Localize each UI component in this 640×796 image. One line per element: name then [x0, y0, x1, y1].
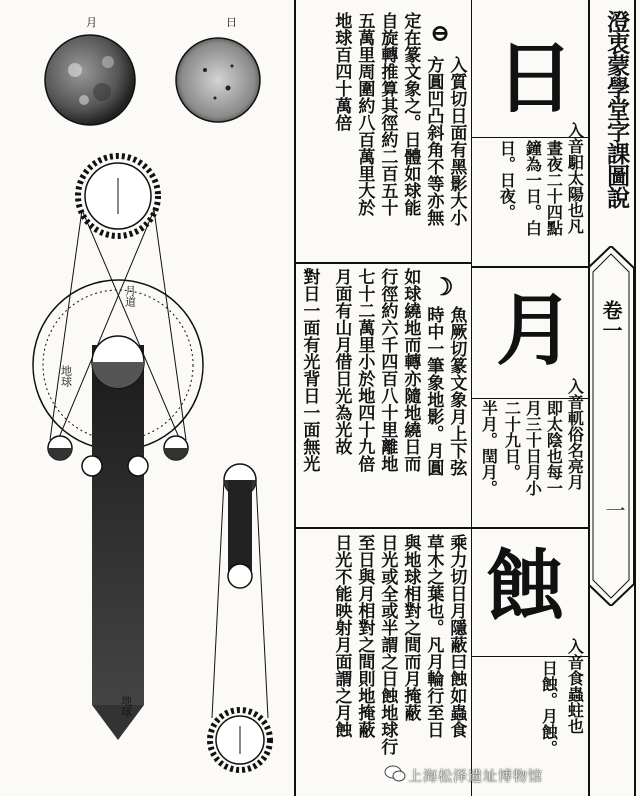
astronomy-illustration: [0, 0, 294, 796]
earth-figure-label: 地球: [119, 695, 133, 717]
earth-shadow: [92, 345, 144, 705]
moon-glyph-icon: ☽: [432, 272, 454, 301]
note-sun-1: 入音馹太陽也凡: [565, 122, 585, 234]
note-sun-2: 晝夜二十四點: [544, 140, 564, 236]
note-eclipse-1: 入音食蟲蛀也: [565, 638, 585, 734]
shadow-figure-label: 地球: [59, 365, 73, 387]
eclipse-text-line-1: 乘力切日月隱蔽曰蝕如蟲食: [446, 534, 467, 738]
big-char-eclipse: 蝕: [486, 541, 565, 632]
note-moon-3: 月三十日月小: [523, 400, 543, 496]
note-eclipse-2: 日蝕。月蝕。: [539, 660, 559, 756]
sun-glyph-icon: ⊖: [430, 18, 451, 47]
moon-text-line-6: 月面有山月借日光為光故: [331, 268, 352, 455]
eclipse-text-line-5: 至日與月相對之間則地掩蔽: [354, 534, 375, 738]
volume-label: 卷一: [599, 300, 623, 340]
eclipse-text-line-4: 日光或全或半謂之日蝕地球行: [377, 534, 398, 755]
row-divider-2: [294, 527, 588, 529]
big-char-moon: 月: [496, 285, 575, 376]
note-moon-2: 即太陰也每一: [544, 400, 564, 496]
row-divider-3: [294, 262, 471, 264]
solar-eclipse-diagram: [210, 464, 270, 770]
row-divider-1: [471, 266, 588, 268]
frame-line-text-left: [294, 0, 296, 796]
note-moon-4: 二十九日。: [502, 400, 522, 480]
watermark-text: 上海松泽遗址博物馆: [408, 769, 543, 785]
note-moon-1: 入音軏俗名亮月: [565, 378, 585, 490]
sun-text-line-3: 定在篆文象之。日體如球能: [400, 12, 421, 216]
moon-text-line-2: 時中一筆象地影。月圓: [423, 306, 444, 476]
moon-text-line-5: 七十二萬里小於地四十九倍: [354, 268, 375, 472]
moon-text-line-3: 如球繞地而轉亦隨地繞日而: [400, 268, 421, 472]
moon-text-line-4: 行徑約六千四百八十里離地: [377, 268, 398, 472]
wechat-icon: [384, 764, 406, 784]
note-moon-5: 半月。閏月。: [479, 400, 499, 496]
sun-text-line-2: 方圓凹凸斜角不等亦無: [423, 56, 444, 226]
moon-text-line-1: 魚厥切篆文象月上下弦: [446, 306, 467, 476]
sun-text-line-4: 自旋轉推算其徑約二百五十: [377, 12, 398, 216]
frame-line-outer-right: [634, 0, 636, 796]
sun-text-line-1: 入質切日面有黑影大小: [446, 56, 467, 226]
eclipse-sun-top: [78, 156, 158, 236]
note-sun-3: 鐘為一日。白: [523, 140, 543, 236]
ring-figure-label: 月道: [123, 285, 137, 307]
sun-text-line-5: 五萬里周圍約八百萬里大於: [354, 12, 375, 216]
moon-text-line-7: 對日一面有光背日一面無光: [299, 268, 320, 472]
note-sun-4: 日。日夜。: [497, 140, 517, 220]
sun-text-line-6: 地球百四十萬倍: [331, 12, 352, 131]
page-number: 一: [602, 500, 626, 520]
moon-disc: [45, 35, 135, 125]
eclipse-text-line-3: 與地球相對之間而月掩蔽: [400, 534, 421, 721]
sun-disc: [176, 38, 260, 122]
book-title: 澄衷蒙學堂字課圖說: [603, 10, 631, 208]
eclipse-text-line-2: 草木之葉也。凡月輪行至日: [423, 534, 444, 738]
moon-figure-label: 月: [86, 16, 97, 29]
eclipse-text-line-6: 日光不能映射月面謂之月蝕: [331, 534, 352, 738]
big-char-sun: 日: [496, 33, 575, 124]
sun-figure-label: 日: [226, 16, 237, 29]
